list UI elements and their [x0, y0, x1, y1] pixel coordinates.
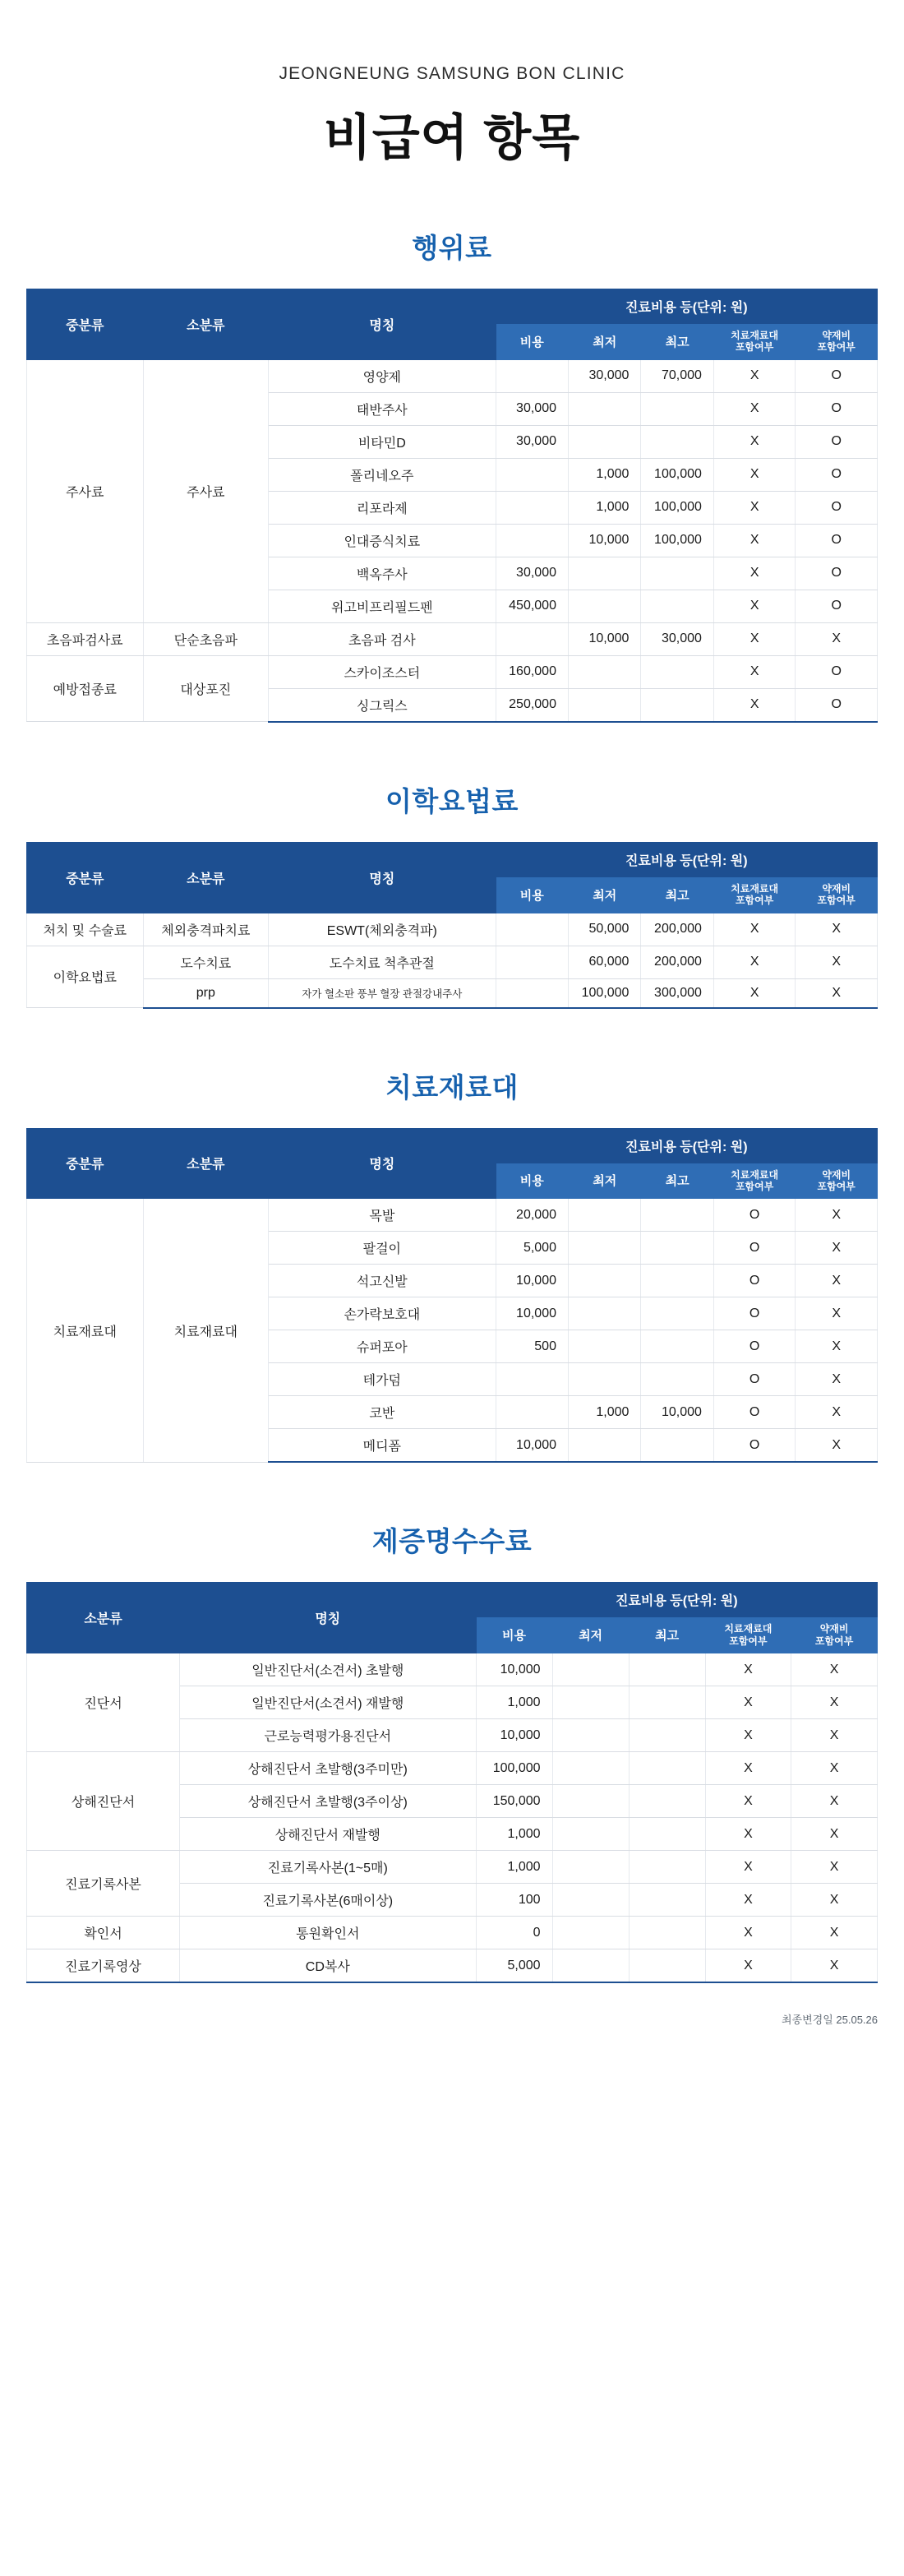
col-header-name: 명칭	[269, 1128, 496, 1199]
cell-material-included: X	[705, 1686, 791, 1719]
col-header-name: 명칭	[180, 1583, 476, 1653]
cell-max	[641, 1330, 713, 1363]
cell-material-included: X	[713, 622, 796, 655]
cell-min	[552, 1653, 629, 1686]
cell-max	[641, 1429, 713, 1463]
table-row	[27, 913, 878, 946]
cell-cost	[496, 1396, 568, 1429]
col-header-max: 최고	[641, 324, 713, 360]
cell-min	[552, 1785, 629, 1818]
cell-max	[629, 1884, 705, 1917]
cell-drug-included: X	[796, 978, 878, 1008]
cell-cost: 150,000	[476, 1785, 552, 1818]
cell-sub-category: 진료기록사본	[27, 1851, 180, 1917]
cell-max	[629, 1851, 705, 1884]
cell-max: 100,000	[641, 524, 713, 557]
cell-max	[641, 1297, 713, 1330]
cell-min	[568, 1330, 640, 1363]
cell-drug-included: X	[791, 1752, 878, 1785]
cell-cost	[496, 946, 568, 978]
cell-max: 200,000	[641, 946, 713, 978]
cell-cost: 1,000	[476, 1686, 552, 1719]
cell-cost	[496, 524, 568, 557]
cell-item-name: 코반	[269, 1396, 496, 1429]
col-header-material: 치료재료대 포함여부	[713, 324, 796, 360]
cell-drug-included: X	[791, 1884, 878, 1917]
cell-drug-included: O	[796, 425, 878, 458]
cell-max: 10,000	[641, 1396, 713, 1429]
cell-item-name: 위고비프리필드펜	[269, 590, 496, 622]
cell-material-included: X	[705, 1917, 791, 1949]
cell-max	[641, 1232, 713, 1265]
cell-item-name: 폴리네오주	[269, 458, 496, 491]
col-header-min: 최저	[568, 1163, 640, 1199]
cell-material-included: X	[713, 458, 796, 491]
col-header-max: 최고	[629, 1617, 705, 1653]
cell-drug-included: X	[796, 946, 878, 978]
clinic-name-en: JEONGNEUNG SAMSUNG BON CLINIC	[279, 64, 625, 83]
cell-material-included: X	[713, 392, 796, 425]
cell-max	[641, 1265, 713, 1297]
cell-item-name: 손가락보호대	[269, 1297, 496, 1330]
col-header-name: 명칭	[269, 842, 496, 913]
col-header-drug: 약재비 포함여부	[796, 324, 878, 360]
cell-min	[568, 1199, 640, 1232]
table-row	[27, 655, 878, 688]
cell-material-included: X	[713, 524, 796, 557]
section-chiryojaeryodae	[0, 1066, 904, 1464]
cell-max	[629, 1719, 705, 1752]
cell-max	[629, 1686, 705, 1719]
cell-min	[552, 1752, 629, 1785]
section-jejeungmyeongsusuryo	[0, 1520, 904, 1983]
cell-sub-category: 체외충격파치료	[143, 913, 269, 946]
cell-drug-included: X	[796, 622, 878, 655]
cell-material-included: X	[705, 1884, 791, 1917]
table-row	[27, 359, 878, 392]
cell-cost: 10,000	[496, 1265, 568, 1297]
cell-material-included: X	[713, 359, 796, 392]
cell-material-included: X	[713, 491, 796, 524]
price-table-haengwiryo	[26, 289, 878, 723]
cell-sub-category: 대상포진	[143, 655, 269, 722]
col-header-min: 최저	[552, 1617, 629, 1653]
cell-drug-included: X	[796, 1265, 878, 1297]
col-header-sub: 소분류	[27, 1583, 180, 1653]
cell-item-name: 백옥주사	[269, 557, 496, 590]
table-row	[27, 1949, 878, 1983]
section-title: 행위료	[412, 233, 492, 263]
cell-drug-included: X	[796, 1232, 878, 1265]
cell-max	[629, 1752, 705, 1785]
table-head	[27, 842, 878, 913]
cell-item-name: 근로능력평가용진단서	[180, 1719, 476, 1752]
cell-drug-included: O	[796, 557, 878, 590]
cell-cost: 5,000	[496, 1232, 568, 1265]
price-table-ihakyobeopryo	[26, 842, 878, 1009]
cell-cost: 10,000	[476, 1653, 552, 1686]
cell-max	[629, 1917, 705, 1949]
cell-drug-included: O	[796, 491, 878, 524]
col-header-drug: 약재비 포함여부	[796, 1163, 878, 1199]
col-header-material: 치료재료대 포함여부	[713, 876, 796, 913]
cell-sub-category: 확인서	[27, 1917, 180, 1949]
cell-drug-included: X	[791, 1785, 878, 1818]
cell-max: 100,000	[641, 458, 713, 491]
section-haengwiryo	[0, 227, 904, 723]
cell-material-included: X	[705, 1719, 791, 1752]
table-wrapper	[26, 1582, 878, 1983]
cell-drug-included: O	[796, 392, 878, 425]
cell-material-included: O	[713, 1396, 796, 1429]
cell-material-included: X	[705, 1653, 791, 1686]
col-header-max: 최고	[641, 1163, 713, 1199]
cell-material-included: X	[713, 946, 796, 978]
cell-drug-included: X	[791, 1818, 878, 1851]
col-header-min: 최저	[568, 876, 640, 913]
section-title: 제증명수수료	[371, 1526, 533, 1557]
col-header-cost: 비용	[496, 1163, 568, 1199]
cell-item-name: 목발	[269, 1199, 496, 1232]
cell-material-included: X	[713, 590, 796, 622]
col-header-cost-group: 진료비용 등(단위: 원)	[496, 842, 877, 876]
cell-cost: 30,000	[496, 425, 568, 458]
cell-drug-included: O	[796, 458, 878, 491]
cell-item-name: 상해진단서 초발행(3주미만)	[180, 1752, 476, 1785]
cell-max: 70,000	[641, 359, 713, 392]
cell-item-name: 일반진단서(소견서) 초발행	[180, 1653, 476, 1686]
table-row	[27, 1653, 878, 1686]
table-row	[27, 1199, 878, 1232]
section-title: 치료재료대	[385, 1071, 519, 1103]
cell-material-included: O	[713, 1232, 796, 1265]
cell-cost: 10,000	[476, 1719, 552, 1752]
cell-item-name: ESWT(체외충격파)	[269, 913, 496, 946]
cell-drug-included: X	[791, 1949, 878, 1983]
price-table-chiryojaeryodae	[26, 1128, 878, 1464]
table-body	[27, 1653, 878, 1983]
cell-mid-category: 주사료	[27, 359, 144, 622]
cell-item-name: 진료기록사본(6매이상)	[180, 1884, 476, 1917]
table-row	[27, 1917, 878, 1949]
cell-min	[552, 1917, 629, 1949]
cell-item-name: 슈퍼포아	[269, 1330, 496, 1363]
cell-cost	[496, 458, 568, 491]
cell-cost: 30,000	[496, 392, 568, 425]
cell-min: 1,000	[568, 491, 640, 524]
cell-drug-included: X	[796, 913, 878, 946]
table-body	[27, 913, 878, 1008]
cell-cost: 10,000	[496, 1297, 568, 1330]
cell-drug-included: O	[796, 655, 878, 688]
col-header-mid: 중분류	[27, 842, 144, 913]
cell-cost	[496, 491, 568, 524]
cell-max: 200,000	[641, 913, 713, 946]
cell-cost: 450,000	[496, 590, 568, 622]
cell-material-included: X	[705, 1785, 791, 1818]
cell-cost: 30,000	[496, 557, 568, 590]
col-header-cost: 비용	[476, 1617, 552, 1653]
cell-material-included: O	[713, 1363, 796, 1396]
cell-min	[568, 1232, 640, 1265]
cell-material-included: O	[713, 1429, 796, 1463]
cell-min	[568, 392, 640, 425]
cell-sub-category: 치료재료대	[143, 1199, 269, 1463]
cell-item-name: 상해진단서 재발행	[180, 1818, 476, 1851]
cell-cost: 100	[476, 1884, 552, 1917]
cell-item-name: 싱그릭스	[269, 688, 496, 722]
cell-material-included: X	[705, 1949, 791, 1983]
cell-max	[641, 425, 713, 458]
cell-item-name: 자가 혈소판 풍부 혈장 관절강내주사	[269, 978, 496, 1008]
last-updated-note: 최종변경일 25.05.26	[781, 2014, 878, 2027]
cell-max	[641, 655, 713, 688]
table-body	[27, 1199, 878, 1463]
cell-item-name: 통원확인서	[180, 1917, 476, 1949]
cell-cost	[496, 622, 568, 655]
cell-mid-category: 초음파검사료	[27, 622, 144, 655]
cell-material-included: X	[705, 1818, 791, 1851]
cell-drug-included: X	[796, 1330, 878, 1363]
cell-min: 10,000	[568, 622, 640, 655]
col-header-name: 명칭	[269, 289, 496, 360]
cell-max	[629, 1818, 705, 1851]
cell-min	[552, 1719, 629, 1752]
cell-item-name: 스카이조스터	[269, 655, 496, 688]
col-header-min: 최저	[568, 324, 640, 360]
cell-min	[568, 425, 640, 458]
cell-sub-category: 진료기록영상	[27, 1949, 180, 1983]
cell-max: 100,000	[641, 491, 713, 524]
cell-min: 1,000	[568, 458, 640, 491]
cell-min: 30,000	[568, 359, 640, 392]
cell-cost: 1,000	[476, 1818, 552, 1851]
cell-material-included: X	[713, 557, 796, 590]
cell-max	[629, 1785, 705, 1818]
cell-drug-included: X	[796, 1199, 878, 1232]
cell-min: 1,000	[568, 1396, 640, 1429]
cell-min	[552, 1686, 629, 1719]
cell-material-included: O	[713, 1297, 796, 1330]
cell-max	[641, 1199, 713, 1232]
col-header-cost: 비용	[496, 324, 568, 360]
col-header-max: 최고	[641, 876, 713, 913]
cell-item-name: 진료기록사본(1~5매)	[180, 1851, 476, 1884]
cell-cost	[496, 913, 568, 946]
cell-material-included: O	[713, 1199, 796, 1232]
table-row	[27, 1851, 878, 1884]
cell-max	[641, 557, 713, 590]
cell-material-included: O	[713, 1330, 796, 1363]
cell-min	[552, 1851, 629, 1884]
cell-material-included: O	[713, 1265, 796, 1297]
cell-cost: 250,000	[496, 688, 568, 722]
page-title: 비급여 항목	[323, 110, 581, 165]
cell-item-name: 인대증식치료	[269, 524, 496, 557]
cell-mid-category: 이학요법료	[27, 946, 144, 1008]
price-table-jejeungmyeong	[26, 1582, 878, 1983]
cell-sub-category: 상해진단서	[27, 1752, 180, 1851]
cell-item-name: 일반진단서(소견서) 재발행	[180, 1686, 476, 1719]
table-row	[27, 1752, 878, 1785]
cell-max	[629, 1949, 705, 1983]
cell-mid-category: 예방접종료	[27, 655, 144, 722]
col-header-cost-group: 진료비용 등(단위: 원)	[496, 289, 877, 324]
cell-drug-included: X	[791, 1653, 878, 1686]
cell-item-name: 테가덤	[269, 1363, 496, 1396]
col-header-material: 치료재료대 포함여부	[713, 1163, 796, 1199]
cell-min	[568, 655, 640, 688]
cell-min	[568, 1265, 640, 1297]
cell-drug-included: X	[791, 1719, 878, 1752]
cell-drug-included: O	[796, 590, 878, 622]
cell-max: 300,000	[641, 978, 713, 1008]
cell-material-included: X	[705, 1851, 791, 1884]
cell-drug-included: X	[796, 1429, 878, 1463]
cell-material-included: X	[713, 425, 796, 458]
cell-sub-category: prp	[143, 978, 269, 1008]
cell-min	[568, 688, 640, 722]
cell-item-name: 석고신발	[269, 1265, 496, 1297]
cell-mid-category: 처치 및 수술료	[27, 913, 144, 946]
cell-drug-included: X	[796, 1396, 878, 1429]
cell-min: 60,000	[568, 946, 640, 978]
cell-max	[641, 590, 713, 622]
cell-max	[641, 392, 713, 425]
cell-cost: 1,000	[476, 1851, 552, 1884]
cell-min	[568, 557, 640, 590]
cell-min: 10,000	[568, 524, 640, 557]
table-body	[27, 359, 878, 722]
cell-cost: 5,000	[476, 1949, 552, 1983]
table-wrapper	[26, 289, 878, 723]
cell-sub-category: 단순초음파	[143, 622, 269, 655]
table-row	[27, 622, 878, 655]
col-header-sub: 소분류	[143, 842, 269, 913]
cell-drug-included: X	[791, 1851, 878, 1884]
cell-max	[641, 1363, 713, 1396]
cell-item-name: 태반주사	[269, 392, 496, 425]
cell-sub-category: 진단서	[27, 1653, 180, 1752]
cell-material-included: X	[713, 655, 796, 688]
col-header-cost-group: 진료비용 등(단위: 원)	[476, 1583, 877, 1617]
table-wrapper	[26, 842, 878, 1009]
col-header-drug: 약재비 포함여부	[791, 1617, 878, 1653]
cell-max	[641, 688, 713, 722]
cell-max	[629, 1653, 705, 1686]
cell-min	[568, 1297, 640, 1330]
cell-min: 100,000	[568, 978, 640, 1008]
cell-sub-category: 도수치료	[143, 946, 269, 978]
cell-min: 50,000	[568, 913, 640, 946]
table-wrapper	[26, 1128, 878, 1464]
cell-drug-included: O	[796, 524, 878, 557]
col-header-sub: 소분류	[143, 289, 269, 360]
cell-cost: 160,000	[496, 655, 568, 688]
cell-item-name: 메디폼	[269, 1429, 496, 1463]
col-header-sub: 소분류	[143, 1128, 269, 1199]
cell-min	[568, 1363, 640, 1396]
col-header-cost: 비용	[496, 876, 568, 913]
cell-drug-included: X	[791, 1917, 878, 1949]
cell-cost: 20,000	[496, 1199, 568, 1232]
cell-cost	[496, 1363, 568, 1396]
cell-drug-included: X	[796, 1363, 878, 1396]
cell-min	[552, 1949, 629, 1983]
cell-item-name: CD복사	[180, 1949, 476, 1983]
col-header-mid: 중분류	[27, 1128, 144, 1199]
cell-material-included: X	[705, 1752, 791, 1785]
cell-item-name: 도수치료 척추관절	[269, 946, 496, 978]
cell-item-name: 팔걸이	[269, 1232, 496, 1265]
cell-material-included: X	[713, 688, 796, 722]
cell-item-name: 비타민D	[269, 425, 496, 458]
cell-material-included: X	[713, 978, 796, 1008]
cell-drug-included: O	[796, 688, 878, 722]
cell-material-included: X	[713, 913, 796, 946]
cell-min	[568, 590, 640, 622]
cell-cost: 0	[476, 1917, 552, 1949]
cell-cost: 10,000	[496, 1429, 568, 1463]
cell-cost	[496, 359, 568, 392]
cell-item-name: 상해진단서 초발행(3주이상)	[180, 1785, 476, 1818]
section-title: 이학요법료	[385, 785, 519, 816]
col-header-drug: 약재비 포함여부	[796, 876, 878, 913]
cell-sub-category: 주사료	[143, 359, 269, 622]
table-head	[27, 1128, 878, 1199]
cell-max: 30,000	[641, 622, 713, 655]
cell-min	[552, 1818, 629, 1851]
table-head	[27, 1583, 878, 1653]
cell-cost: 100,000	[476, 1752, 552, 1785]
cell-cost	[496, 978, 568, 1008]
cell-drug-included: X	[796, 1297, 878, 1330]
cell-min	[552, 1884, 629, 1917]
cell-cost: 500	[496, 1330, 568, 1363]
table-row	[27, 978, 878, 1008]
col-header-mid: 중분류	[27, 289, 144, 360]
table-row	[27, 946, 878, 978]
cell-item-name: 초음파 검사	[269, 622, 496, 655]
cell-item-name: 영양제	[269, 359, 496, 392]
col-header-material: 치료재료대 포함여부	[705, 1617, 791, 1653]
page-header	[0, 0, 904, 169]
cell-min	[568, 1429, 640, 1463]
cell-drug-included: X	[791, 1686, 878, 1719]
section-ihakyobeopryo	[0, 780, 904, 1009]
cell-mid-category: 치료재료대	[27, 1199, 144, 1463]
table-head	[27, 289, 878, 360]
col-header-cost-group: 진료비용 등(단위: 원)	[496, 1128, 877, 1163]
cell-drug-included: O	[796, 359, 878, 392]
cell-item-name: 리포라제	[269, 491, 496, 524]
